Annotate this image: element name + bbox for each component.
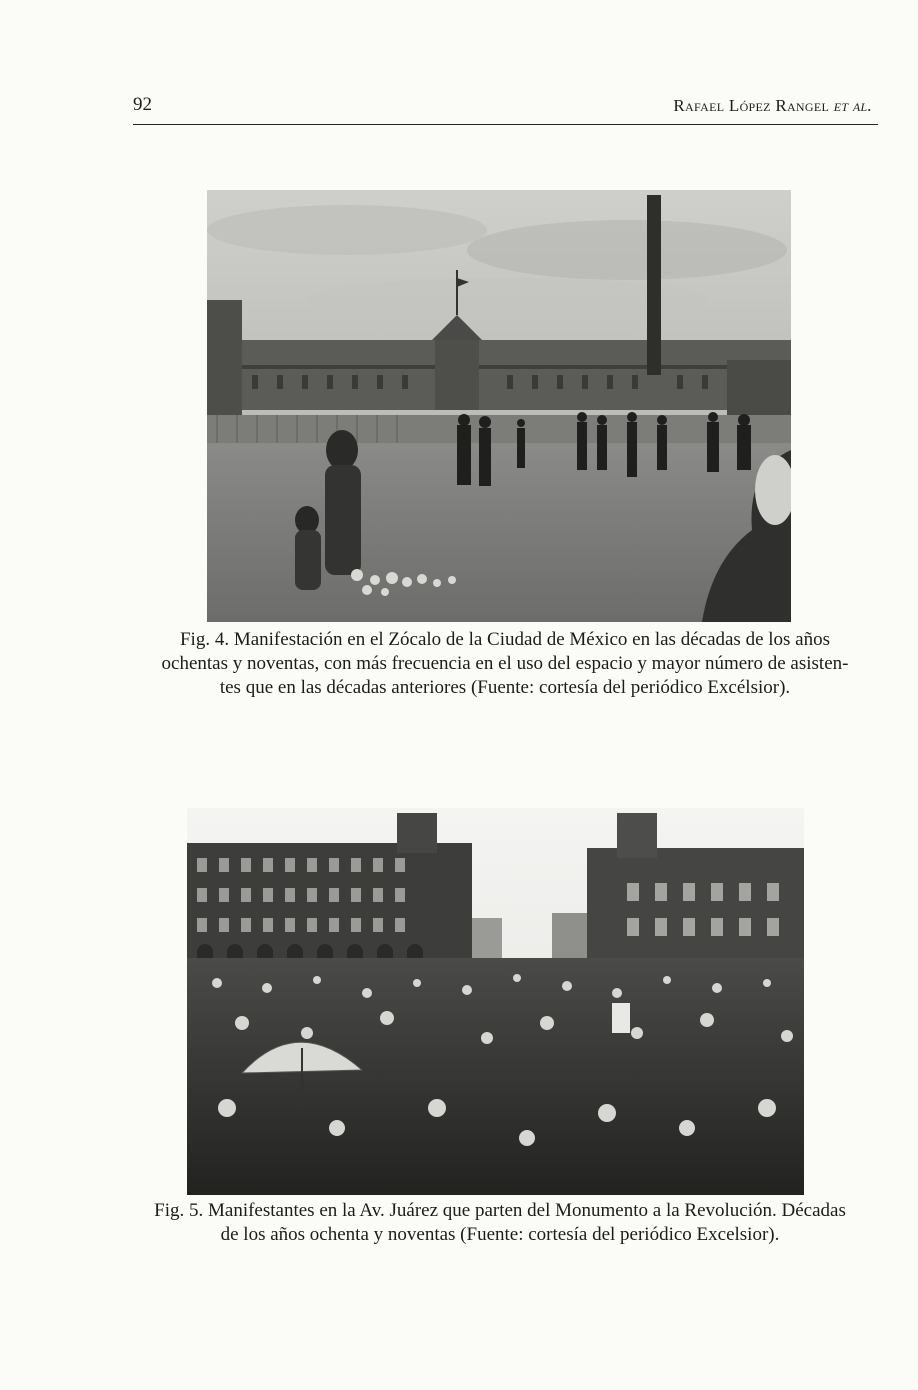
juarez-crowd-photo-image xyxy=(187,808,804,1195)
figure-4-caption xyxy=(150,628,860,700)
figure-4-photo xyxy=(207,190,791,622)
caption-line: Fig. 5. Manifestantes en la Av. Juárez que parten del Monumento a la Revolución. Décadas xyxy=(154,1200,846,1221)
running-title xyxy=(673,96,872,116)
figure-5-photo xyxy=(187,808,804,1195)
running-title-etal: et al. xyxy=(833,96,872,115)
page-number: 92 xyxy=(133,94,152,115)
zocalo-photo-image xyxy=(207,190,791,622)
caption-line: ochentas y noventas, con más frecuencia en el uso del espacio y mayor número de asisten- xyxy=(161,653,849,674)
caption-line: de los años ochenta y noventas (Fuente: cortesía del periódico Excelsior). xyxy=(220,1224,780,1245)
running-title-author: Rafael López Rangel xyxy=(673,96,830,115)
running-header xyxy=(133,94,878,125)
caption-line: tes que en las décadas anteriores (Fuente: cortesía del periódico Excélsior). xyxy=(219,677,791,698)
caption-line: Fig. 4. Manifestación en el Zócalo de la Ciudad de México en las décadas de los años xyxy=(179,629,831,650)
figure-5-caption xyxy=(150,1199,850,1247)
